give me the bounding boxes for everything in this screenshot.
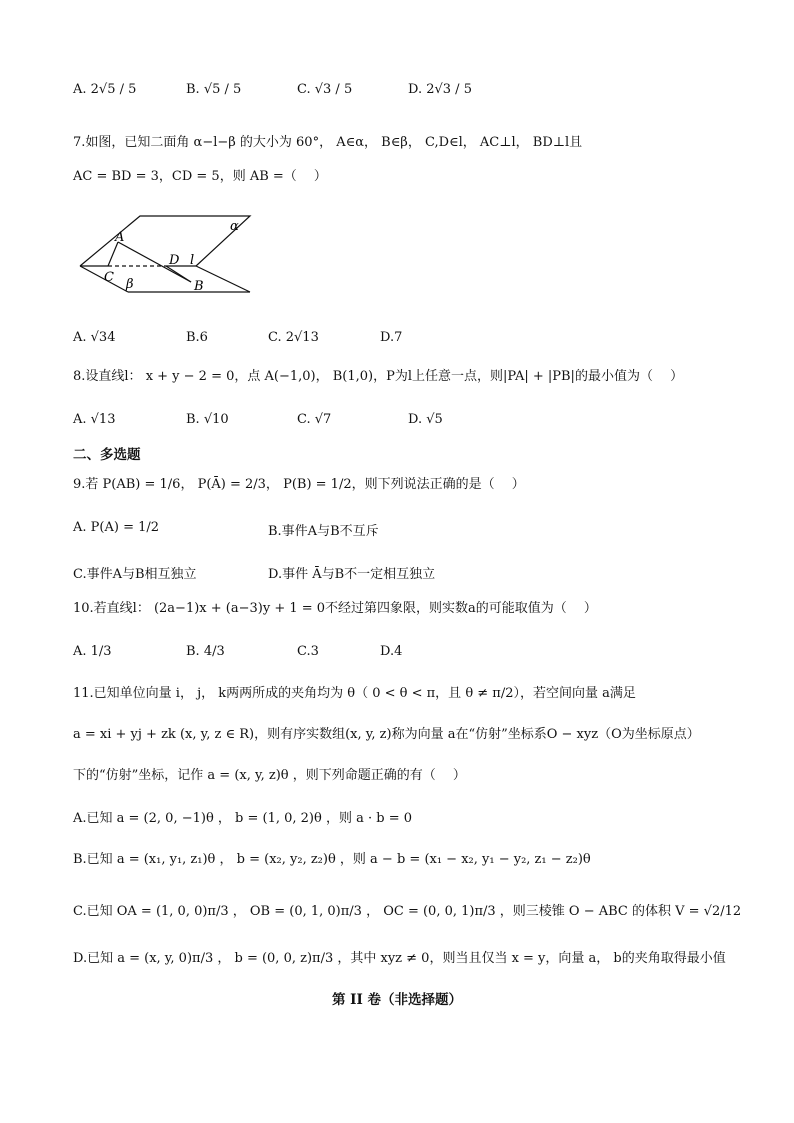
- q9-option-d: D.事件 Ā与B不一定相互独立: [268, 567, 436, 582]
- q11-stem-line2: a = xi + yj + zk (x, y, z ∈ R)，则有序实数组(x, y, z)称为向量 a在“仿射”坐标系O − xyz（O为坐标原点）: [73, 727, 700, 742]
- q9-option-c: C.事件A与B相互独立: [73, 567, 197, 582]
- q8-stem: 8.设直线l： x + y − 2 = 0，点 A(−1,0)， B(1,0)，P为l上任意一点，则|PA| + |PB|的最小值为（ ）: [73, 369, 684, 384]
- q10-option-c: C.3: [297, 644, 319, 659]
- q6-option-d: D. 2√3 / 5: [408, 82, 472, 97]
- q9-option-a: A. P(A) = 1/2: [73, 520, 160, 535]
- q10-option-a: A. 1/3: [73, 644, 112, 659]
- part-2-title: 第 II 卷（非选择题）: [331, 992, 463, 1008]
- q10-option-b: B. 4/3: [186, 644, 225, 659]
- q7-option-d: D.7: [380, 330, 403, 345]
- q7-stem-line1: 7.如图，已知二面角 α−l−β 的大小为 60°， A∈α， B∈β， C,D∈l， AC⊥l， BD⊥l且: [73, 135, 583, 150]
- q7-option-c: C. 2√13: [268, 330, 319, 345]
- q10-stem: 10.若直线l： (2a−1)x + (a−3)y + 1 = 0不经过第四象限，则实数a的可能取值为（ ）: [73, 601, 597, 616]
- q8-option-c: C. √7: [297, 412, 332, 427]
- section-title-multiple-choice: 二、多选题: [73, 447, 141, 463]
- q8-option-a: A. √13: [73, 412, 116, 427]
- q6-option-b: B. √5 / 5: [186, 82, 242, 97]
- q11-stem-line1: 11.已知单位向量 i， j， k两两所成的夹角均为 θ（ 0 < θ < π，且 θ ≠ π/2），若空间向量 a满足: [73, 686, 636, 701]
- dihedral-angle-figure: [78, 212, 258, 298]
- label-a: A: [115, 230, 125, 245]
- q11-option-c: C.已知 OA = (1, 0, 0)π/3 ， OB = (0, 1, 0)π/3 ， OC = (0, 0, 1)π/3 ，则三棱锥 O − ABC 的体积 V = √2/12: [73, 904, 742, 919]
- q11-option-b: B.已知 a = (x₁, y₁, z₁)θ ， b = (x₂, y₂, z₂)θ ，则 a − b = (x₁ − x₂, y₁ − y₂, z₁ − z₂)θ: [73, 852, 591, 867]
- q7-stem-line2: AC = BD = 3，CD = 5，则 AB =（ ）: [73, 169, 327, 184]
- label-d: D: [169, 253, 180, 268]
- q7-option-b: B.6: [186, 330, 208, 345]
- label-b: B: [194, 279, 204, 294]
- q11-option-d: D.已知 a = (x, y, 0)π/3 ， b = (0, 0, z)π/3 ，其中 xyz ≠ 0，则当且仅当 x = y，向量 a， b的夹角取得最小值: [73, 951, 726, 966]
- q10-option-d: D.4: [380, 644, 403, 659]
- q7-option-a: A. √34: [73, 330, 116, 345]
- q11-option-a: A.已知 a = (2, 0, −1)θ ， b = (1, 0, 2)θ ，则 a · b = 0: [73, 811, 412, 826]
- q11-stem-line3: 下的“仿射”坐标，记作 a = (x, y, z)θ ，则下列命题正确的有（ ）: [73, 768, 466, 783]
- q6-option-a: A. 2√5 / 5: [73, 82, 137, 97]
- q8-option-d: D. √5: [408, 412, 443, 427]
- label-alpha: α: [230, 219, 239, 234]
- q9-option-b: B.事件A与B不互斥: [268, 524, 379, 539]
- q8-option-b: B. √10: [186, 412, 229, 427]
- label-c: C: [104, 270, 114, 285]
- label-beta: β: [126, 277, 134, 292]
- label-l: l: [190, 253, 195, 268]
- q6-option-c: C. √3 / 5: [297, 82, 353, 97]
- q9-stem: 9.若 P(AB) = 1/6， P(Ā) = 2/3， P(B) = 1/2，则下列说法正确的是（ ）: [73, 477, 525, 492]
